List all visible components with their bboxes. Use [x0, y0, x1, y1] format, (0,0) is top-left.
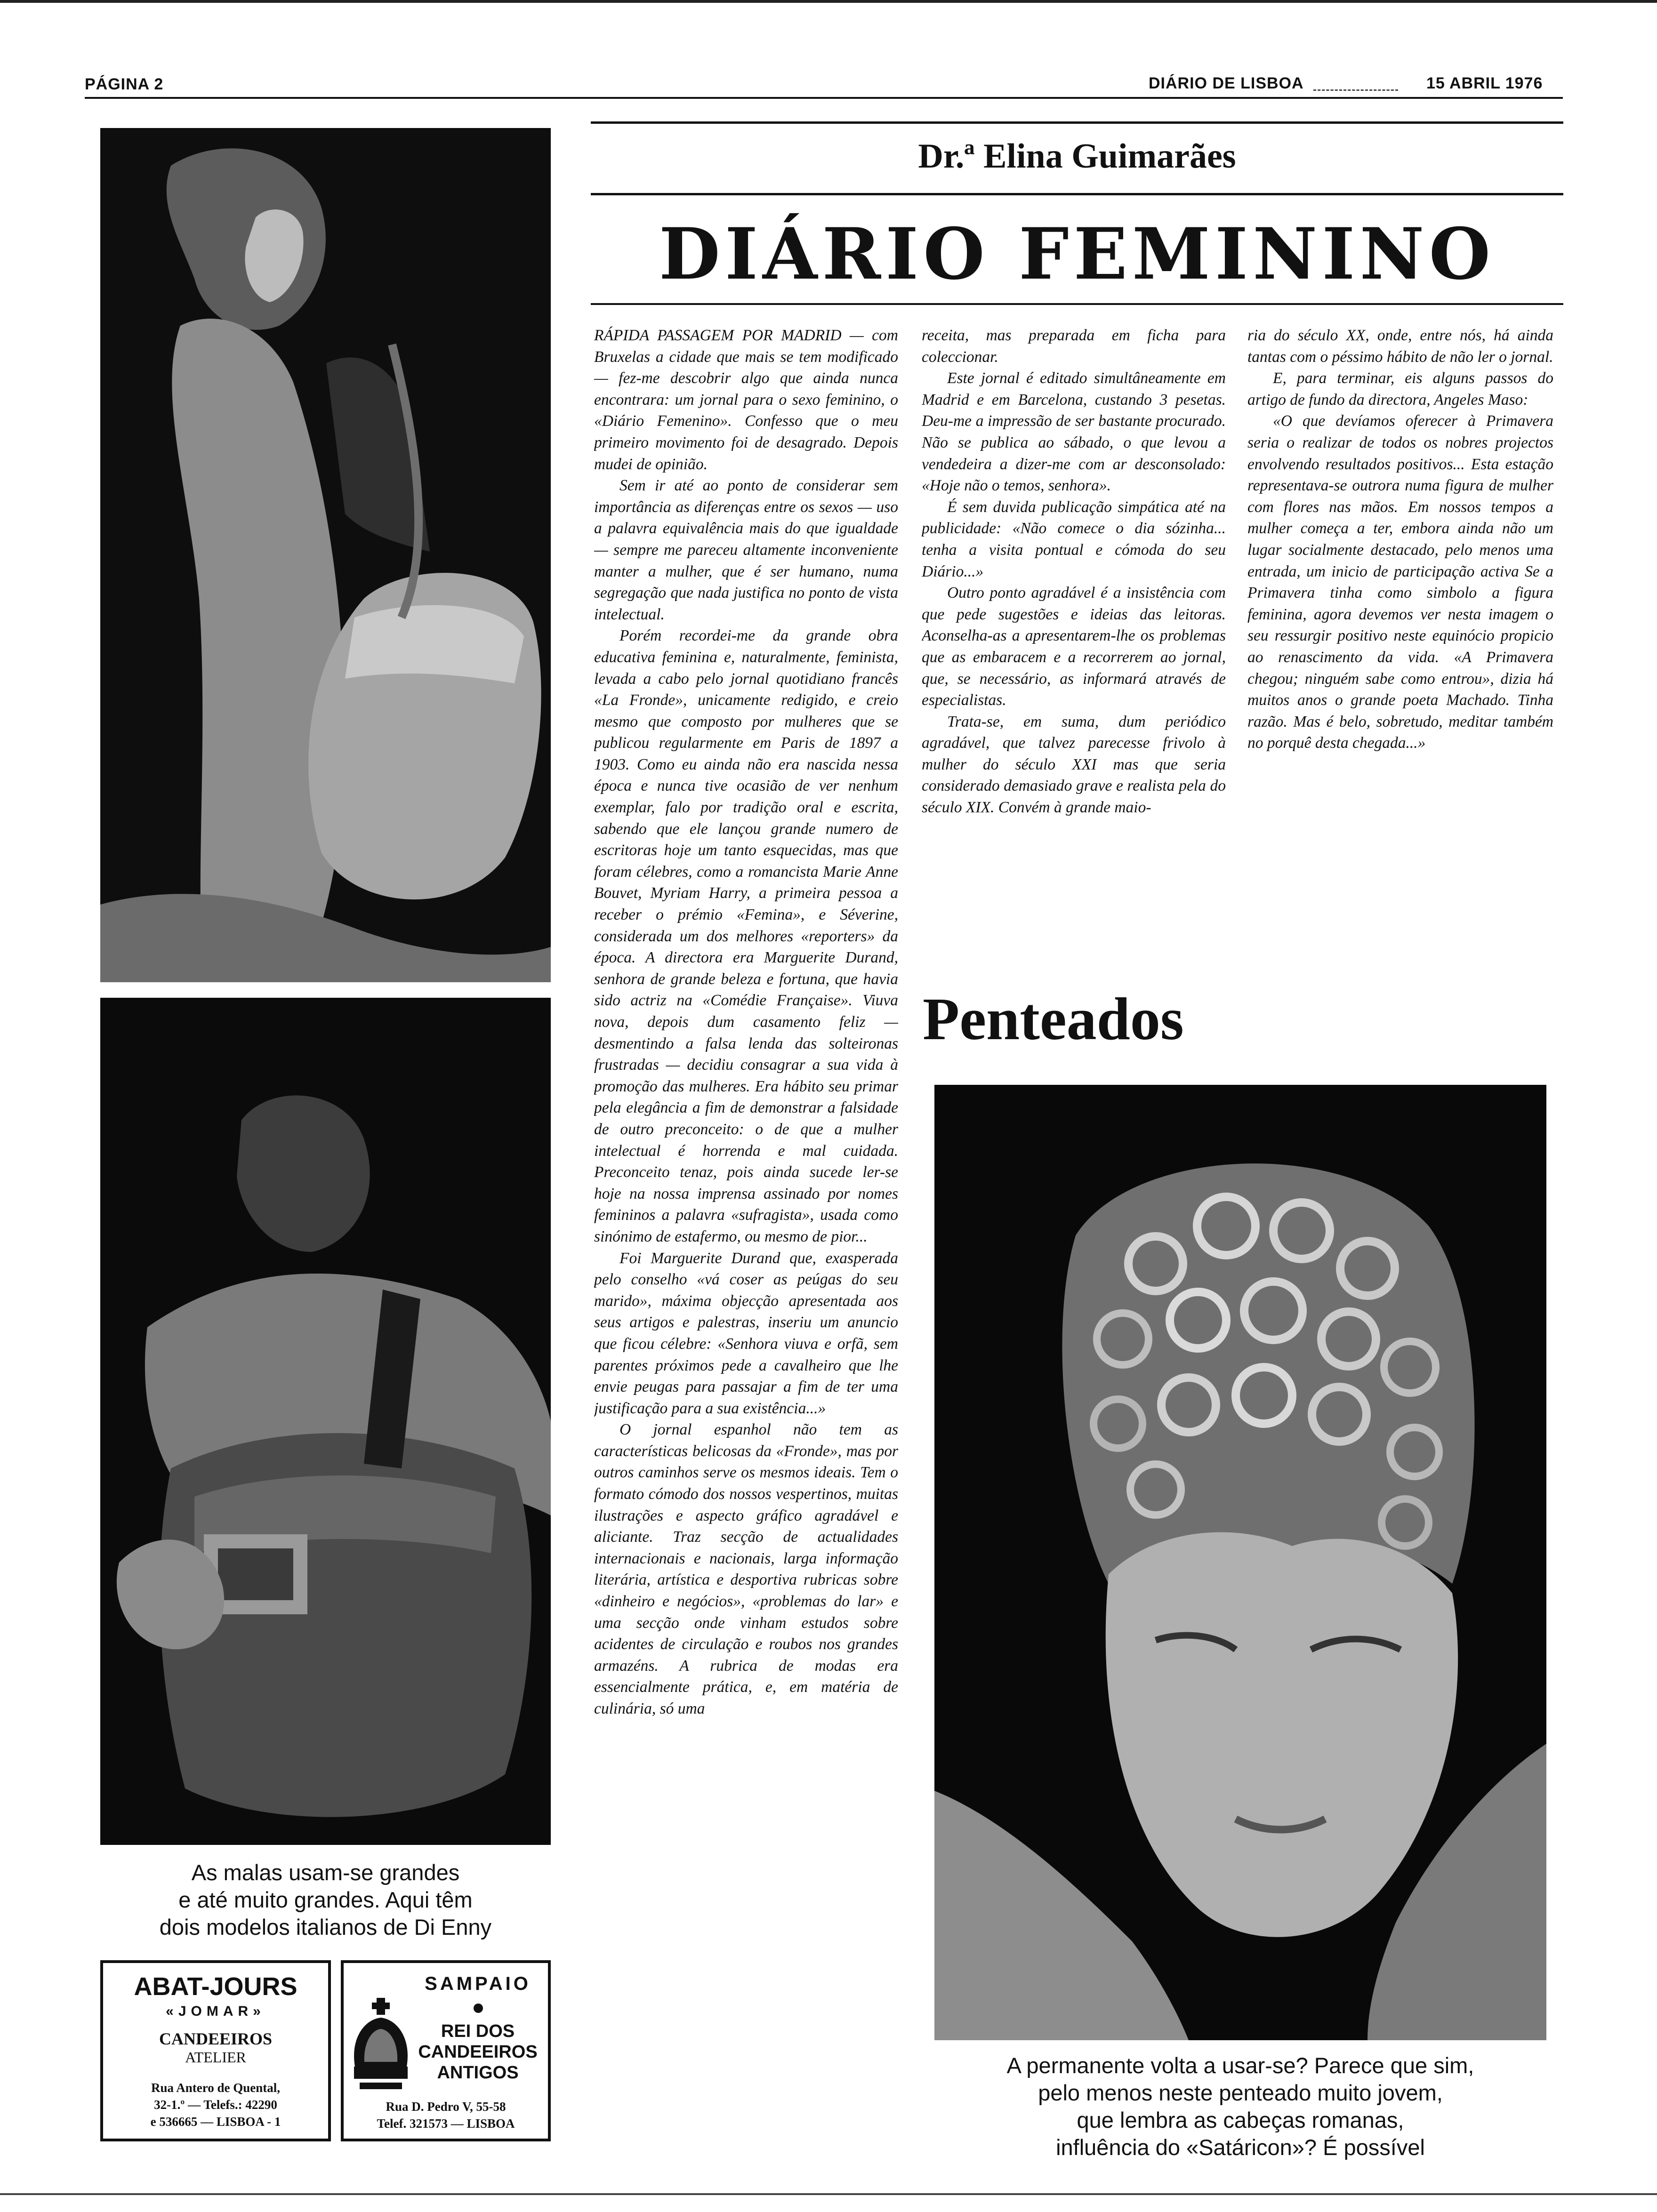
handbags-caption-line: e até muito grandes. Aqui têm: [178, 1887, 473, 1912]
article-paragraph: Porém recordei-me da grande obra educativa feminina e, naturalmente, feminista, levada a cabo pelo jornal quotidiano francês «La Fronde», unicamente redigido, e creio mesmo que composto por mulheres que se publicou regularmente em Paris de 1897 a 1903. Como eu ainda não era nascida nessa época e nunca tive ocasião de ver nenhum exemplar, falo por tradição oral e escrita, sabendo que ele lançou grande numero de escritoras hoje um tanto esquecidas, mas que foram célebres, como a romancista Marie Anne Bouvet, Myriam Harry, a primeira pessoa a receber o prémio «Femina», e Séverine, considerada um dos melhores «reporters» da época. A directora era Marguerite Durand, senhora de grande beleza e fortuna, que havia sido actriz na «Comédie Française». Viuva nova, depois dum casamento feliz — desmentindo a falsa lenda das solteironas frustradas — decidiu consagrar a sua vida à promoção das mulheres. Era hábito seu primar pela elegância a fim de demonstrar a falsidade de outro preconceito: o de que a mulher intelectual é horrenda e mal cuidada. Preconceito tenaz, pois ainda sucede ler-se hoje na nossa imprensa assinado por nomes femininos a palavra «sufragista», usada como sinónimo de estafermo, ou mesmo de pior...: [594, 627, 898, 1245]
hairstyle-caption-line: A permanente volta a usar-se? Parece que sim,: [1006, 2053, 1474, 2078]
section-title-penteados: Penteados: [923, 986, 1184, 1052]
article-paragraph: RÁPIDA PASSAGEM POR MADRID — com Bruxelas a cidade que mais se tem modificado — fez-me descobrir algo que ainda nunca encontrara: um jornal para o sexo feminino, o «Diário Femenino». Confesso que o meu primeiro movimento foi de desagrado. Depois mudei de opinião.: [594, 327, 898, 473]
handbags-caption: [100, 1859, 551, 1941]
ad-abat-brand: «JOMAR»: [166, 2004, 265, 2019]
handbag-photo-bottom: [100, 998, 551, 1845]
ad-abat-address1: Rua Antero de Quental,: [151, 2081, 281, 2095]
article-paragraph: Este jornal é editado simultâneamente em Madrid e em Barcelona, custando 3 pesetas. Deu-me a impressão de ser bastante procurado. Não se publica ao sábado, o que levou a vendedeira a dizer-me com ar desconsolado: «Hoje não o temos, senhora».: [922, 369, 1226, 495]
article-paragraph: E, para terminar, eis alguns passos do artigo de fundo da directora, Angeles Maso:: [1247, 369, 1553, 409]
ad-sampaio-line2: CANDEEIROS: [418, 2042, 538, 2062]
ad-sampaio-address2: Telef. 321573 — LISBOA: [377, 2116, 515, 2131]
article-column-2: [922, 325, 1226, 932]
article-paragraph: ria do século XX, onde, entre nós, há ainda tantas com o péssimo hábito de não ler o jornal.: [1247, 327, 1553, 366]
handbags-caption-line: dois modelos italianos de Di Enny: [159, 1915, 492, 1940]
article-paragraph: Foi Marguerite Durand que, exasperada pelo conselho «vá coser as peúgas do seu marido», máxima objecção apresentada aos seus artigos e palestras, inseriu um anuncio que ficou célebre: «Senhora viuva e orfã, sem parentes próximos pede a cavalheiro que lhe envie peugas para passajar a fim de ter uma justificação para a sua existência...»: [594, 1249, 898, 1417]
ad-sampaio-address1: Rua D. Pedro V, 55-58: [386, 2100, 506, 2114]
ad-abat-address3: e 536665 — LISBOA - 1: [150, 2115, 281, 2129]
page-top-edge: [0, 0, 1657, 3]
handbags-caption-line: As malas usam-se grandes: [191, 1860, 460, 1885]
article-top-rule: [591, 121, 1563, 124]
page-bottom-edge: [0, 2193, 1657, 2195]
article-paragraph: O jornal espanhol não tem as características belicosas da «Fronde», mas por outros caminhos serve os mesmos ideais. Tem o formato cómodo dos nossos vespertinos, muitas ilustrações e aspecto gráfico agradável e aliciante. Traz secção de actualidades internacionais e nacionais, larga informação literária, artística e desportiva rubricas sobre «dinheiro e negócios», «problemas do lar» e uma secção onde vinham estudos sobre acidentes de circulação e roubos nos grandes armazéns. A rubrica de modas era essencialmente prática, e, em matéria de culinária, só uma: [594, 1421, 898, 1717]
ad-sampaio: [341, 1960, 551, 2141]
ad-abat-line1: CANDEEIROS: [159, 2029, 273, 2048]
handbag-photo-top: [100, 128, 551, 982]
article-paragraph: É sem duvida publicação simpática até na publicidade: «Não comece o dia sózinha... tenha a visita pontual e cómoda do seu Diário...»: [922, 498, 1226, 580]
hairstyle-photo: [934, 1085, 1546, 2040]
ad-sampaio-line3: ANTIGOS: [437, 2063, 519, 2083]
author-byline: Dr.ª Elina Guimarães: [918, 137, 1236, 176]
hairstyle-caption-line: que lembra as cabeças romanas,: [1077, 2108, 1404, 2132]
newspaper-name: DIÁRIO DE LISBOA: [1149, 74, 1304, 92]
article-title: DIÁRIO FEMININO: [659, 213, 1496, 296]
issue-date: 15 ABRIL 1976: [1426, 74, 1543, 92]
article-paragraph: Trata-se, em suma, dum periódico agradável, que talvez parecesse frivolo à mulher do século XXI mas que seria considerado demasiado grave e realista pela do século XIX. Convém à grande maio-: [922, 713, 1226, 817]
ad-sampaio-dot: [474, 2004, 483, 2013]
article-paragraph: Outro ponto agradável é a insistência com que pede sugestões e ideias das leitoras. Aconselha-as a apresentarem-lhe os problemas que as embaracem e a recorrerem ao jornal, que, se necessário, as informará através de especialistas.: [922, 584, 1226, 709]
ad-sampaio-name: SAMPAIO: [425, 1973, 531, 1994]
hairstyle-caption-line: influência do «Satáricon»? É possível: [1056, 2135, 1425, 2160]
ad-abat-address2: 32-1.º — Telefs.: 42290: [154, 2098, 277, 2112]
page-number: PÁGINA 2: [85, 75, 164, 93]
article-paragraph: «O que devíamos oferecer à Primavera seria o realizar de todos os nobres projectos envolvendo resultados positivos... Esta estação representava-se outrora numa figura de mulher com flores nas mãos. Em nossos tempos a mulher começa a ter, embora ainda não um lugar socialmente destacado, pelo menos uma entrada, um inicio de participação activa Se a Primavera tinha como simbolo a figura feminina, agora devemos ver nesta imagem o seu ressurgir positivo neste equinócio propicio ao renascimento da vida. «A Primavera chegou; ninguém sabe como entrou», dizia há muitos anos o grande poeta Machado. Tinha razão. Mas é belo, sobretudo, meditar também no porquê desta chegada...»: [1247, 412, 1553, 752]
article-paragraph: receita, mas preparada em ficha para coleccionar.: [922, 327, 1226, 366]
crown-icon: [350, 1996, 411, 2095]
title-rule: [591, 303, 1563, 305]
hairstyle-caption: [934, 2052, 1546, 2161]
header-dashes: [1313, 89, 1398, 91]
article-column-1: [594, 325, 898, 2151]
article-paragraph: Sem ir até ao ponto de considerar sem importância as diferenças entre os sexos — uso a palavra equivalência mais do que igualdade — sempre me pareceu altamente inconveniente manter a mulher, que é ser humano, numa segregação que nada justifica no ponto de vista intelectual.: [594, 477, 898, 623]
ad-sampaio-line1: REI DOS: [441, 2021, 515, 2041]
header-rule: [85, 97, 1563, 99]
hairstyle-caption-line: pelo menos neste penteado muito jovem,: [1038, 2080, 1443, 2105]
ad-abat-title: ABAT-JOURS: [134, 1972, 298, 2001]
ad-abat-jours: [100, 1960, 331, 2141]
byline-rule: [591, 193, 1563, 195]
article-column-3: [1247, 325, 1553, 932]
ad-abat-line2: ATELIER: [185, 2049, 246, 2066]
